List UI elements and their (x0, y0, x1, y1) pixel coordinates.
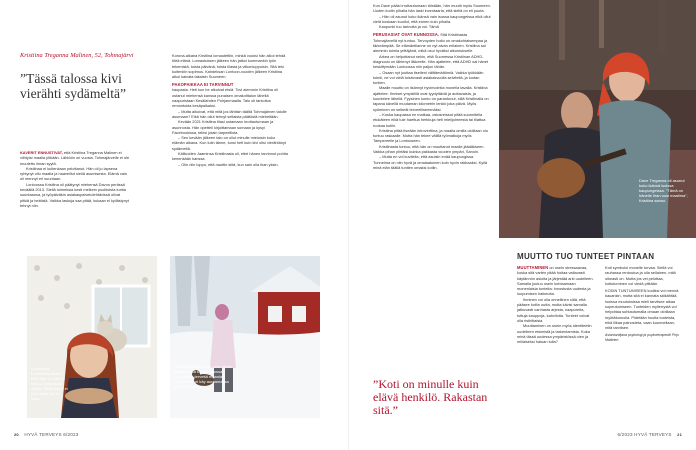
paragraph-text: Sitä Kristiinasta Tohmajärvellä nyt tuntuu. Tervoyden hoito on omakohtaisempaa ja tärkeämpää. Se elämäntilanne on nyt aivan erilainen. Kristiina sai aiemmin toimia yrittäjänä, mikä osui hyväksi aikomukselle. (373, 32, 488, 54)
paragraph: Maalle muutto on lisännyt hyvinvointia monella tavalla. Kristiina ajattelee. Ihmiset ympärillä ovat tyydyttäviä ja auttavaisia, ja kuuntelee lähellä. Fyysinen kunto on parantunut, sillä Kristiinalla on tapana kävellä muutaman kilometrin lenkki joka päivä. Myös syöminen on selkeät terveellisemmäksi. (373, 85, 489, 112)
paragraph: – Koska kaupassa en matkaa, ostosreissut pitää suunnitella etukäteen eikä tule haettua herkkuja heti mielijohteesta tai tilattua ruokaa kotiin. (373, 111, 486, 128)
paragraph (517, 265, 595, 297)
article-column-2 (172, 53, 288, 167)
sidebar-box (517, 252, 687, 344)
photo-caption: Dave Treganna oli asunut koko ikänsä isoissa kaupungeissa. "Tämä on hänelle ihan uusi maailma", Kristiina sanoo. (639, 178, 688, 203)
intro-text: että Kristiina Treganna Malinen ei viihtyisi maalla pitkään. Lähtöön on vuosia. Tohmajärvelle ei ole muutettu ilman syytä. (20, 150, 130, 166)
left-folio (14, 432, 79, 437)
photo-snowy-house (170, 256, 320, 418)
intro-lead: KAVERIT ENNUSTIVAT, (20, 150, 63, 155)
paragraph: Koti symboloi monelle turvaa. Siellä voi rauhassa rentoutua ja olla sellainen, mitä oikeasti on. Mutta jos vei pelottaa, kotiutuminen voi viedä pitkään. (605, 265, 676, 286)
sidebar-columns (517, 265, 687, 344)
paragraph: Kaupunki tuo tarinoita ja voi. Tämä (379, 24, 439, 30)
paragraph: Arkea on helpottanut sekin, että Suomessa Kristiinan ADHD-diagnoosi on lähtenyt liikkeelle. Hän ajattelee, että ADHD sai hänet keskittymään Lontoossa niin paljon tähän. (373, 53, 489, 70)
photo-kristiina-with-cat (27, 256, 157, 418)
page-number: 21 (677, 432, 682, 437)
subheading: PAKOPAIKKAA EI TARVINNUT (172, 82, 234, 88)
paragraph: – Hän oli asunut koko ikänsä vain isossa kaupungeissa eikä ollut vielä koskaan kuullut, että ennen kuin pihalla. (373, 13, 491, 24)
paragraph: KODIN TUNTUMISEEN kodiksi voi mennä kauankin, mutta sitä ei kannata säikähtää. Isoissa muutoksissa mieli tarvitsee aikaa sopeutumiseen. Tunteiden myllerrystä voi helpottaa suhtautumalla omaan olotilaan myötätunnolla. Pidetään huolta tunteista, eikä liikaa painosteta, vaan kuunnellaan, mitä tarvitsee. (605, 288, 679, 331)
subheading: PERUSASIAT OVAT KUNNOSSA. (373, 32, 440, 38)
paragraph-with-subhead (373, 32, 491, 53)
sidebar-title: MUUTTO TUO TUNTEET PINTAAN (517, 252, 655, 261)
paragraph: Kristiinaa ei kuitenkaan pelottanut. Hän oli jo lapsena ryhtynyt ollu maalla ja haaveillut siellä asumisesta. Elämä vain oli mennyt eri suuntaan. (20, 165, 128, 182)
paragraph-text: on usein stressaavaa, koska sitä varten pitää hoitaa valtavasti käytännön asioita ja järjestää arki uudelleen. Samalla joutuu usein kohtaamaan monenlaisia tunteita: innostusta uudesta ja luopumisen haikeutta. (517, 265, 594, 297)
paragraph: Ihminen voi olla onnellinen siitä, että pääsee kotiin uutta, mutta kävisi samalla jatkuvasti vanhasta arjesta, naapureita, tuttuja kauppoja, kahviloita. Tunteet voivat olla ristiriitaisia. (517, 296, 590, 323)
paragraph: – Osaan nyt juuttaa itselleni välttämättömiä. Vaikka työkkään toimii, ne voi vielä toistuvasti asiakasvuolla selvitellä, ja luotan tuntien. (373, 69, 484, 86)
photo-illustration (170, 256, 320, 418)
paragraph: Kun Dave pääsi irrottautumaan töistään, hän muutti myös Suomeen. Uuden kodin pihalla hän laski inventaaria, että siellä on eli puuta. (373, 3, 491, 14)
paragraph: – Sen kevään jälkeen talo on ollut minulle mieluisin koko elämän aikana. Kun tulin tänne, tunsi heti kuin kivi olisi vierähtänyt sydämeltä. (172, 135, 286, 151)
right-page (348, 0, 696, 450)
article-column-1 (20, 150, 130, 208)
sidebar-lead: MUUTTAMINEN (517, 265, 549, 270)
article-column-3 (373, 3, 491, 170)
paragraph: – Mutta en voi kuvitella, että asuisin enää kaupungissa. Tunnelma on niin hyvä ja omalaatuinen kuin hyvin rakkaaksi. Kyllä minä elän täällä tuntien omaksi kotiin. (373, 154, 488, 170)
paragraph: Kevään 2021 Kristiina tilasi ostamaan irrottautumaan ja asunnosta. Hän opetteli kirjoittamaan somaan ja kysyi Facebookissa, tekisi jotain tarpeellista. (172, 119, 274, 135)
paragraph: Kristiinasta tuntuu, että hän on muuttanut maalle jäädäkseen. Vaikka pihan piirtäisi kuinka pakkasta vuoden ympäri, Sanoin. (373, 143, 485, 155)
paragraph: – Mutta aikoivat, että mitä jos lähtisin täältä Tohmajärven talolle asumaan? Eikä hän ollut tehnyt sellaista päätöstä mieheltään. (172, 108, 287, 119)
expert-credit: Asiantuntijana psykologi ja psykoterapeutti Pirjo Mattinen (605, 332, 679, 342)
magazine-issue: HYVÄ TERVEYS 6/2023 (24, 432, 79, 437)
paragraph: Lontoossa Kristiina oli päätynyt miehensä Davon perässä keväällä 2013. Siellä toimeksia kesti melkein puolitoista tuntia suuntaansa, ja työpäiväkin asiakaspalvelutehtävissä olivat pitkiä ja hektisiä. Vaikka laskuja saa pitää, kukaan ei kyllästynyt tehnyt niin. (20, 181, 129, 208)
magazine-issue: 6/2023 HYVÄ TERVEYS (617, 432, 672, 437)
paragraph: kaupasta. Heti kun he alkoivat etsiä. Tovi aiemmin Kristiina oli ostanut miehensä kanssa punaisen omakotitalon läheltä naapuristaan Kesälahden Pohjanmaalla. Talo oli tarkoitus remontoida kesäpaikaksi. (172, 87, 278, 109)
right-folio (617, 432, 682, 437)
photo-caption: Lumisilla tiellä, mutta ovat vähän autteja ehtiä toimiin talossa. "Kun sataa tervettä maanla lunta, naapuri käy auraamassa pihan traktorilla." (174, 364, 232, 389)
paragraph: Korona-aikana Kristiina lomautettiin, minkä vuoksi hän alkoi tehdä töitä etänä. Lomautuksen jälkeen hän jatkoi kummankin työn tekemistä, toista päivänä, toista illasta ja viikonloppuisin. Sitä teki kuitenkin sopimus. Kahdeksan Lontoon-vuoden jälkeen Kristiina alkoi kaivata takaisin Suomeen. (172, 53, 286, 80)
pull-quote: ”Koti on minulle kuin elävä henkilö. Rakastan sitä.” (373, 377, 488, 417)
paragraph: Muuttaminen on usein myös identiteetin uudelleen etsimistä ja tarkentamista. Kuka minä tässä uudessa ympäristössä olen ja millaiseksi haluan tulla? (517, 323, 592, 345)
intro-paragraph (20, 150, 130, 166)
sidebar-column-2 (605, 265, 683, 344)
paragraph: Kälikoiden Jaaminsa Kristiinasta oli, ettei hänen tarvinnut pohtia kenenkään kanssa. (172, 151, 288, 162)
photo-couple-on-sofa (499, 0, 696, 238)
photo-caption: Lontoossa Kristiinasta tuntui, ettei hän voi nähdä kotia ja työpaikan välillä. Siellä Davo ei ollut kotia Nyt on tosin. (31, 366, 68, 401)
sidebar-column-1 (517, 265, 595, 344)
headline: ”Tässä talossa kivi vierähti sydämeltä” (20, 71, 127, 101)
paragraph: – Olin niin loppu, että nauttin siitä, kun sain olla ihan yksin. (178, 161, 279, 167)
paragraph: Kristiina pitää itseään introverttina, ja maalla omilla oloillaan olo tuntuu raskaalle. Mutta hän tekee välillä työmatkoja myös Tampereelle ja Lontooseen. (373, 127, 488, 144)
page-number: 20 (14, 432, 19, 437)
byline: Kristiina Treganna Malinen, 52, Tohmajärvi (20, 52, 134, 59)
